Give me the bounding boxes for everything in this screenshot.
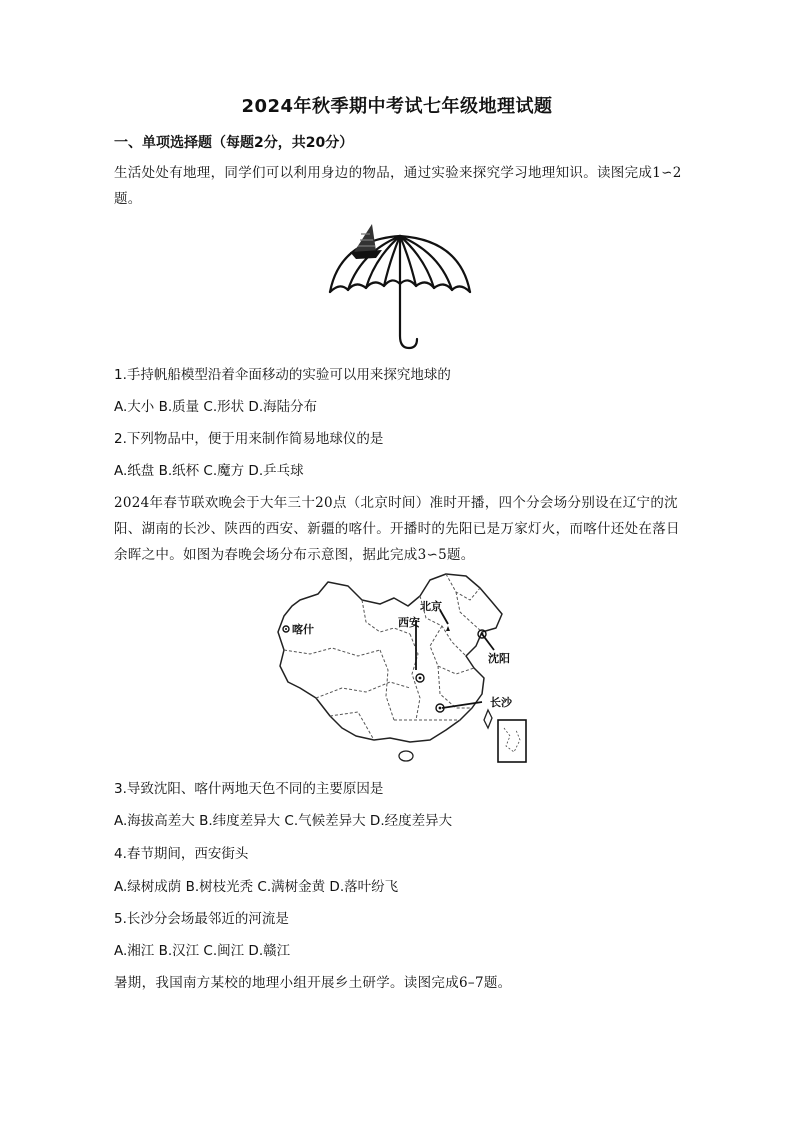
- intro-paragraph-2: 2024年春节联欢晚会于大年三十20点（北京时间）准时开播，四个分会场分别设在辽宁的沈阳、湖南的长沙、陕西的西安、新疆的喀什。开播时的先阳已是万家灯火，而喀什还处在落日余晖之中。如图为春晚会场分布示意图，据此完成3∽5题。: [114, 495, 680, 563]
- hainan-island: [399, 751, 413, 761]
- question-4-options: A.绿树成荫 B.树枝光秃 C.满树金黄 D.落叶纷飞: [114, 879, 399, 895]
- question-4-stem: 4.春节期间，西安街头: [114, 846, 249, 862]
- question-3-options: A.海拔高差大 B.纬度差异大 C.气候差异大 D.经度差异大: [114, 813, 453, 829]
- question-5-options: A.湘江 B.汉江 C.闽江 D.赣江: [114, 943, 291, 959]
- xian-marker: [416, 674, 424, 682]
- label-changsha: 长沙: [490, 696, 512, 709]
- question-2-stem: 2.下列物品中，便于用来制作简易地球仪的是: [114, 431, 384, 447]
- label-shenyang: 沈阳: [488, 652, 510, 665]
- question-1-stem: 1.手持帆船模型沿着伞面移动的实验可以用来探究地球的: [114, 367, 451, 383]
- label-xian: 西安: [398, 616, 420, 629]
- china-map-figure: [270, 570, 534, 768]
- kashgar-marker: [283, 626, 289, 632]
- taiwan-island: [484, 710, 492, 728]
- section-heading: 一、单项选择题（每题2分，共20分）: [114, 135, 354, 151]
- sailboat-icon: [350, 224, 382, 259]
- question-3-stem: 3.导致沈阳、喀什两地天色不同的主要原因是: [114, 781, 384, 797]
- question-1-options: A.大小 B.质量 C.形状 D.海陆分布: [114, 399, 318, 415]
- intro-paragraph-1: 生活处处有地理，同学们可以利用身边的物品，通过实验来探究学习地理知识。读图完成1∽2题。: [114, 165, 682, 207]
- south-china-sea-inset: [498, 720, 526, 762]
- umbrella-figure: [320, 218, 480, 356]
- beijing-marker: [446, 626, 450, 631]
- label-beijing: 北京: [420, 600, 442, 613]
- question-5-stem: 5.长沙分会场最邻近的河流是: [114, 911, 289, 927]
- china-outline: [278, 574, 502, 742]
- question-2-options: A.纸盘 B.纸杯 C.魔方 D.乒乓球: [114, 463, 304, 479]
- label-kashgar: 喀什: [292, 623, 314, 636]
- intro-paragraph-3: 暑期，我国南方某校的地理小组开展乡土研学。读图完成6–7题。: [114, 975, 512, 991]
- page-title: 2024年秋季期中考试七年级地理试题: [241, 96, 553, 117]
